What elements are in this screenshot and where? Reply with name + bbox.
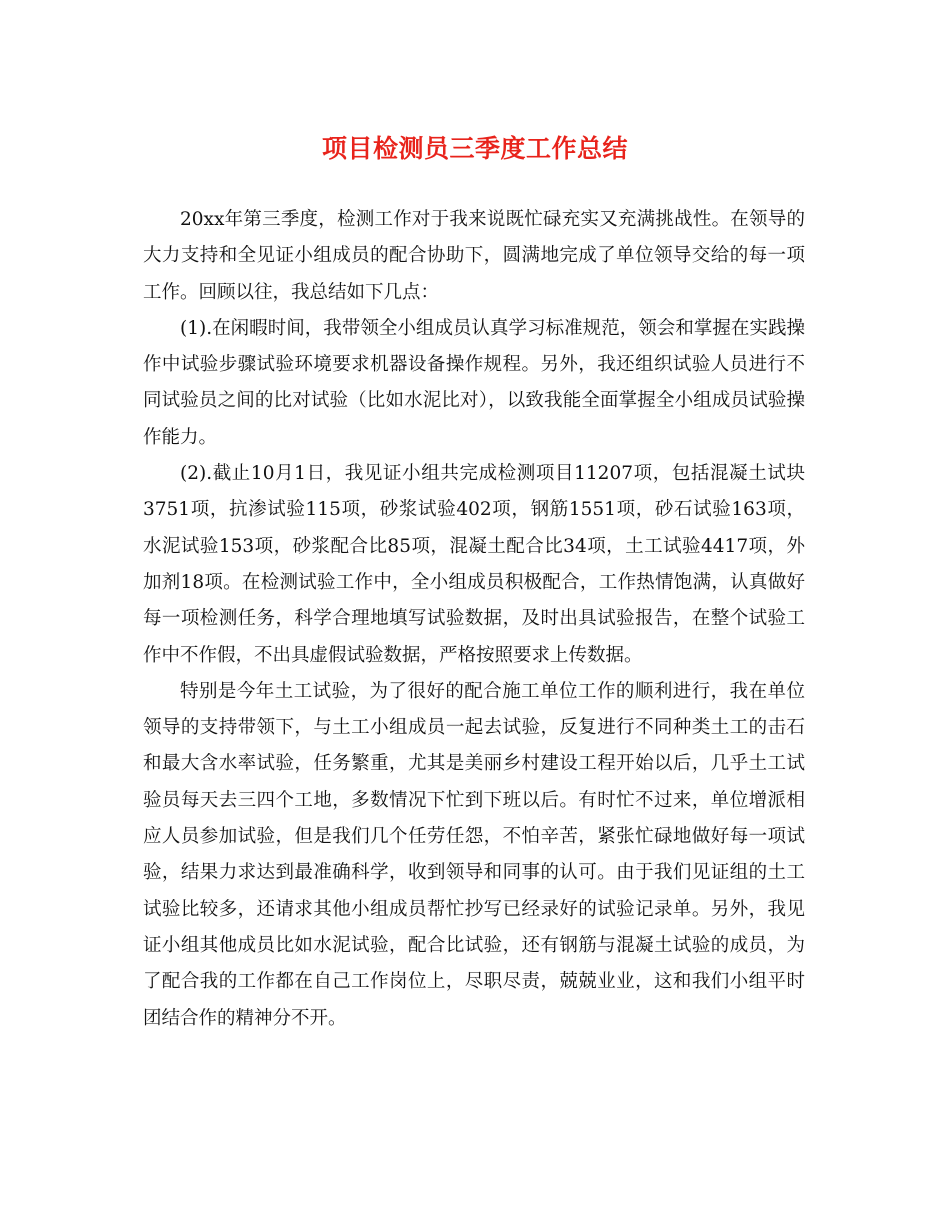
paragraph-point-2: (2).截止10月1日，我见证小组共完成检测项目11207项，包括混凝土试块3751项，抗渗试验115项，砂浆试验402项，钢筋1551项，砂石试验163项，水泥试验153项，砂浆配合比85项，混凝土配合比34项，土工试验4417项，外加剂18项。在检测试验工作中，全小组成员积极配合，工作热情饱满，认真做好每一项检测任务，科学合理地填写试验数据，及时出具试验报告，在整个试验工作中不作假，不出具虚假试验数据，严格按照要求上传数据。	[143, 463, 805, 666]
document-title: 项目检测员三季度工作总结	[321, 134, 628, 163]
paragraph-point-1: (1).在闲暇时间，我带领全小组成员认真学习标准规范，领会和掌握在实践操作中试验步骤试验环境要求机器设备操作规程。另外，我还组织试验人员进行不同试验员之间的比对试验（比如水泥比对），以致我能全面掌握全小组成员试验操作能力。	[143, 317, 805, 448]
paragraph-intro: 20xx年第三季度，检测工作对于我来说既忙碌充实又充满挑战性。在领导的大力支持和全见证小组成员的配合协助下，圆满地完成了单位领导交给的每一项工作。回顾以往，我总结如下几点：	[143, 209, 805, 303]
paragraph-soil-testing: 特别是今年土工试验，为了很好的配合施工单位工作的顺利进行，我在单位领导的支持带领下，与土工小组成员一起去试验，反复进行不同种类土工的击石和最大含水率试验，任务繁重，尤其是美丽乡村建设工程开始以后，几乎土工试验员每天去三四个工地，多数情况下忙到下班以后。有时忙不过来，单位增派相应人员参加试验，但是我们几个任劳任怨，不怕辛苦，紧张忙碌地做好每一项试验，结果力求达到最准确科学，收到领导和同事的认可。由于我们见证组的土工试验比较多，还请求其他小组成员帮忙抄写已经录好的试验记录单。另外，我见证小组其他成员比如水泥试验，配合比试验，还有钢筋与混凝土试验的成员，为了配合我的工作都在自己工作岗位上，尽职尽责，兢兢业业，这和我们小组平时团结合作的精神分不开。	[143, 680, 805, 1029]
document-body	[143, 202, 805, 1037]
